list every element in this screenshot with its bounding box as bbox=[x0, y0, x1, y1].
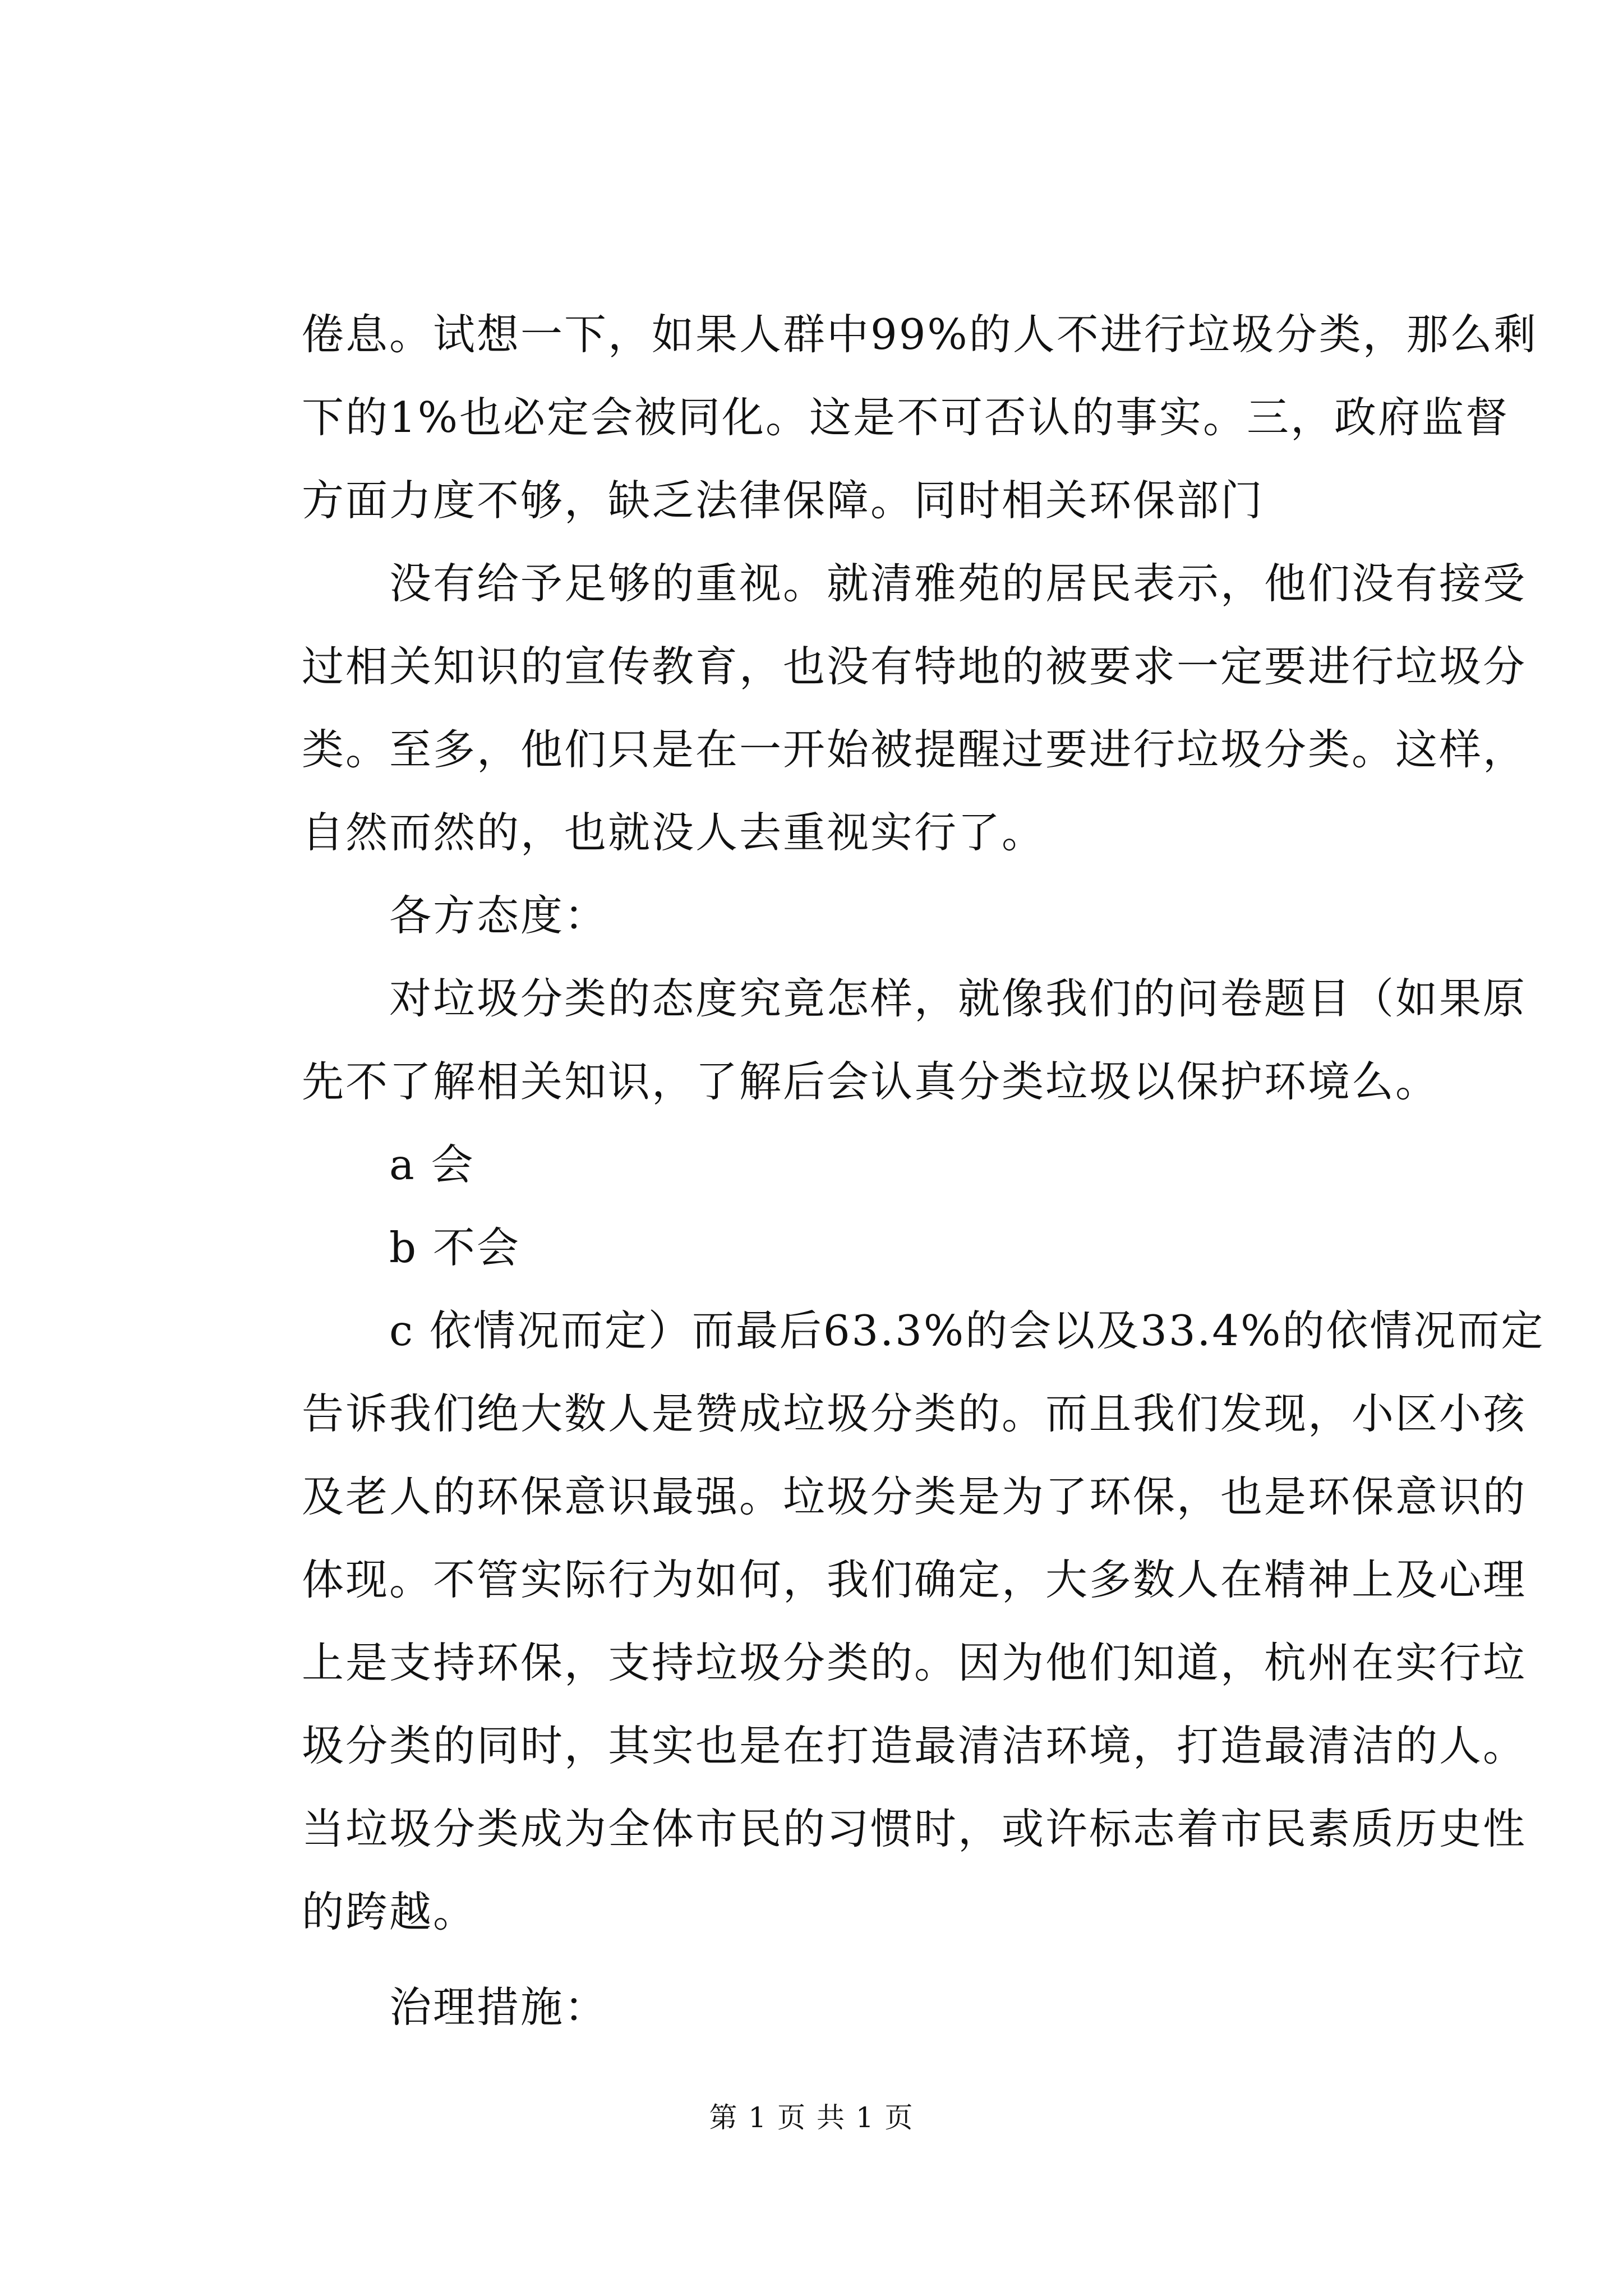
text-line: 告诉我们绝大数人是赞成垃圾分类的。而且我们发现，小区小孩 bbox=[302, 1389, 1527, 1438]
text-line bbox=[302, 874, 1412, 957]
text-line bbox=[302, 1123, 1412, 1206]
text-line bbox=[302, 1289, 1545, 1372]
text-line: 及老人的环保意识最强。垃圾分类是为了环保，也是环保意识的 bbox=[302, 1472, 1527, 1521]
text-line: 过相关知识的宣传教育，也没有特地的被要求一定要进行垃圾分 bbox=[302, 642, 1527, 691]
option-c: c 依情况而定）而最后63.3%的会以及33.4%的依情况而定 bbox=[389, 1306, 1545, 1355]
text-line: 当垃圾分类成为全体市民的习惯时，或许标志着市民素质历史性 bbox=[302, 1804, 1527, 1853]
text-line-content: 对垃圾分类的态度究竟怎样，就像我们的问卷题目（如果原 bbox=[389, 974, 1527, 1023]
text-line: 自然而然的，也就没人去重视实行了。 bbox=[302, 808, 1046, 857]
text-line bbox=[302, 1966, 1412, 2049]
section-heading: 治理措施： bbox=[389, 1982, 608, 2032]
section-heading: 各方态度： bbox=[389, 891, 608, 940]
text-line: 上是支持环保，支持垃圾分类的。因为他们知道，杭州在实行垃 bbox=[302, 1638, 1527, 1687]
option-b: b 不会 bbox=[389, 1223, 520, 1272]
text-line: 先不了解相关知识，了解后会认真分类垃圾以保护环境么。 bbox=[302, 1057, 1440, 1106]
option-a: a 会 bbox=[389, 1140, 475, 1189]
text-line bbox=[302, 542, 1527, 625]
text-line: 的跨越。 bbox=[302, 1887, 477, 1936]
text-line bbox=[302, 957, 1527, 1040]
text-line: 类。至多，他们只是在一开始被提醒过要进行垃圾分类。这样， bbox=[302, 725, 1527, 774]
document-body bbox=[302, 293, 1545, 2049]
page-footer: 第 1 页 共 1 页 bbox=[709, 2101, 914, 2134]
text-line bbox=[302, 1206, 1412, 1289]
text-line: 方面力度不够，缺乏法律保障。同时相关环保部门 bbox=[302, 476, 1265, 525]
text-line: 体现。不管实际行为如何，我们确定，大多数人在精神上及心理 bbox=[302, 1555, 1527, 1604]
text-line-content: 没有给予足够的重视。就清雅苑的居民表示，他们没有接受 bbox=[389, 559, 1527, 608]
text-line: 圾分类的同时，其实也是在打造最清洁环境，打造最清洁的人。 bbox=[302, 1721, 1527, 1770]
text-line: 倦息。试想一下，如果人群中99%的人不进行垃圾分类，那么剩 bbox=[302, 310, 1538, 359]
text-line: 下的1%也必定会被同化。这是不可否认的事实。三，政府监督 bbox=[302, 393, 1509, 442]
